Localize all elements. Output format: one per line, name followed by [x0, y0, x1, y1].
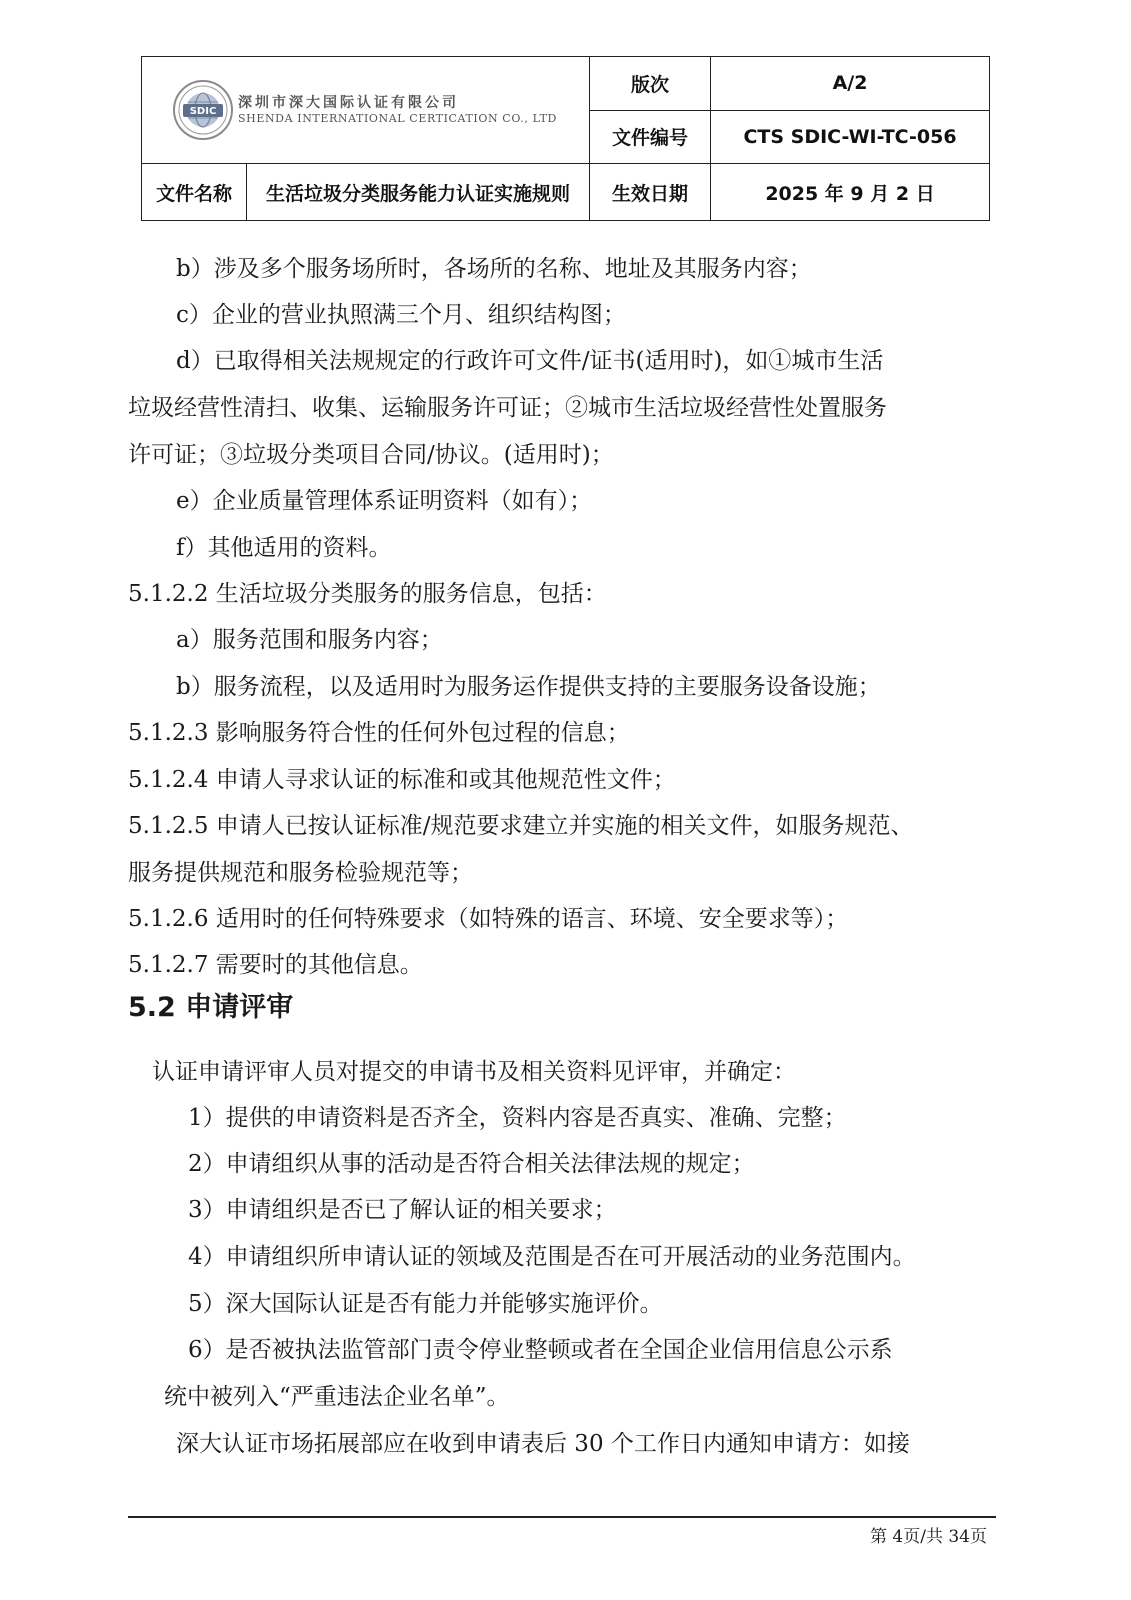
company-name-en: SHENDA INTERNATIONAL CERTICATION CO., LTD — [238, 112, 557, 126]
body-line: 5.1.2.6 适用时的任何特殊要求（如特殊的语言、环境、安全要求等）； — [128, 906, 849, 932]
body-line: 5.1.2.3 影响服务符合性的任何外包过程的信息； — [128, 720, 630, 746]
company-name-cn: 深圳市深大国际认证有限公司 — [238, 94, 459, 111]
effective-date-label: 生效日期 — [590, 164, 711, 221]
review-line: 2）申请组织从事的活动是否符合相关法律法规的规定； — [188, 1151, 755, 1177]
review-line: 1）提供的申请资料是否齐全，资料内容是否真实、准确、完整； — [188, 1105, 847, 1131]
body-line: 5.1.2.2 生活垃圾分类服务的服务信息，包括： — [128, 581, 607, 607]
review-line: 认证申请评审人员对提交的申请书及相关资料见评审，并确定： — [152, 1059, 796, 1085]
doc-number-value: CTS SDIC-WI-TC-056 — [711, 110, 990, 164]
body-line: f）其他适用的资料。 — [176, 535, 392, 561]
section-heading: 5.2 申请评审 — [128, 992, 294, 1023]
body-line: 服务提供规范和服务检验规范等； — [128, 860, 473, 886]
review-line: 4）申请组织所申请认证的领域及范围是否在可开展活动的业务范围内。 — [188, 1244, 916, 1270]
body-line: b）服务流程，以及适用时为服务运作提供支持的主要服务设备设施； — [176, 674, 881, 700]
body-line: a）服务范围和服务内容； — [176, 627, 443, 653]
body-line: c）企业的营业执照满三个月、组织结构图； — [176, 302, 626, 328]
body-line: d）已取得相关法规规定的行政许可文件/证书(适用时)，如①城市生活 — [176, 348, 884, 374]
body-line: 许可证；③垃圾分类项目合同/协议。(适用时)； — [128, 442, 614, 468]
body-line: 垃圾经营性清扫、收集、运输服务许可证；②城市生活垃圾经营性处置服务 — [128, 395, 887, 421]
document-header-table — [141, 56, 990, 221]
company-logo-cell — [142, 57, 590, 164]
version-value: A/2 — [711, 57, 990, 111]
version-label: 版次 — [590, 57, 711, 111]
effective-date-value: 2025 年 9 月 2 日 — [711, 164, 990, 221]
review-line: 统中被列入“严重违法企业名单”。 — [164, 1384, 510, 1410]
footer-divider — [128, 1516, 996, 1518]
review-line: 3）申请组织是否已了解认证的相关要求； — [188, 1197, 617, 1223]
seal-text: SDIC — [189, 106, 217, 118]
doc-number-label: 文件编号 — [590, 110, 711, 164]
doc-name-value: 生活垃圾分类服务能力认证实施规则 — [247, 164, 590, 221]
doc-name-label: 文件名称 — [142, 164, 247, 221]
company-seal-logo — [172, 79, 234, 141]
page-number: 第 4页/共 34页 — [870, 1527, 987, 1547]
body-line: 5.1.2.4 申请人寻求认证的标准和或其他规范性文件； — [128, 767, 676, 793]
body-line: b）涉及多个服务场所时，各场所的名称、地址及其服务内容； — [176, 256, 812, 282]
body-line: 5.1.2.7 需要时的其他信息。 — [128, 952, 423, 978]
body-line: e）企业质量管理体系证明资料（如有）； — [176, 488, 593, 514]
body-line: 5.1.2.5 申请人已按认证标准/规范要求建立并实施的相关文件，如服务规范、 — [128, 813, 914, 839]
review-line: 深大认证市场拓展部应在收到申请表后 30 个工作日内通知申请方：如接 — [176, 1431, 910, 1457]
review-line: 5）深大国际认证是否有能力并能够实施评价。 — [188, 1291, 663, 1317]
review-line: 6）是否被执法监管部门责令停业整顿或者在全国企业信用信息公示系 — [188, 1337, 893, 1363]
